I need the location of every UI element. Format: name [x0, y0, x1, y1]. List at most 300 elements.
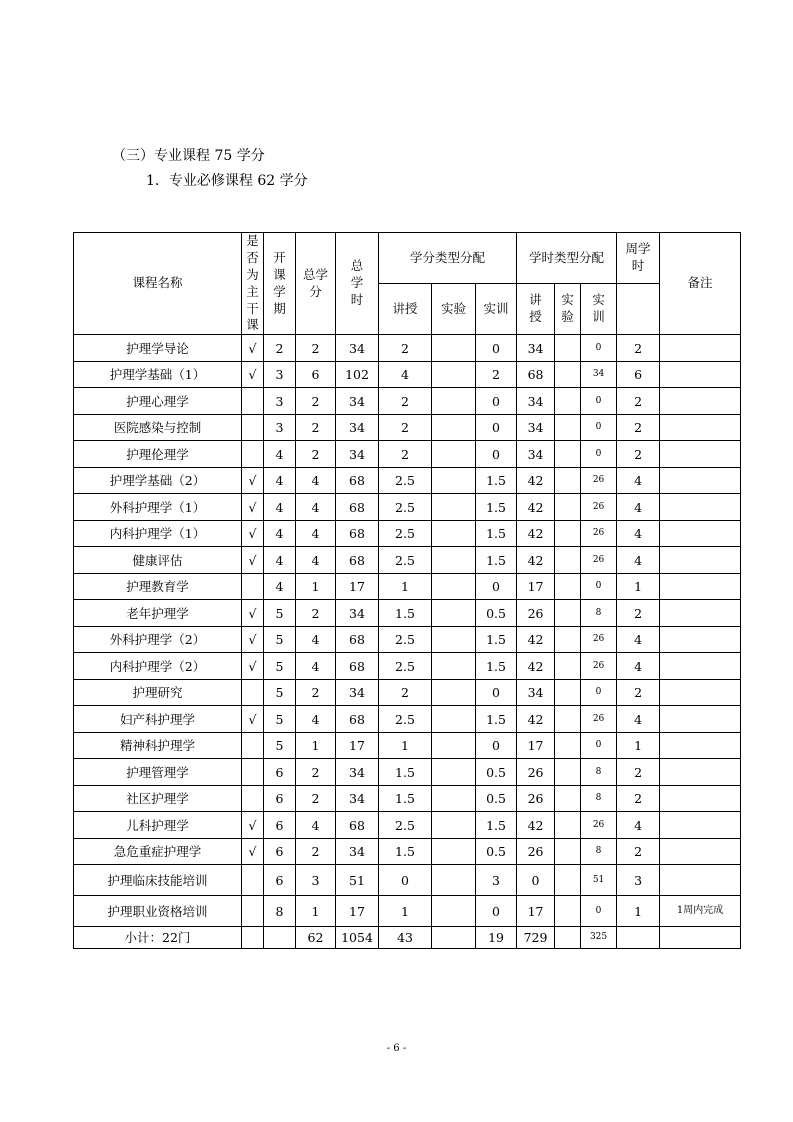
- header-credit-lab: 实验: [432, 284, 476, 335]
- total-hours: 68: [336, 626, 379, 653]
- credit-practice: 1.5: [476, 520, 517, 547]
- total-credits: 1: [296, 896, 336, 927]
- hour-lab: [555, 361, 581, 388]
- total-hours: 34: [336, 600, 379, 627]
- credit-lab: [432, 361, 476, 388]
- main-course-mark: √: [242, 600, 264, 627]
- total-credits: 1: [296, 732, 336, 759]
- remarks-cell: 1周内完成: [660, 896, 741, 927]
- course-name: 儿科护理学: [74, 812, 242, 839]
- credit-lecture: 2: [379, 679, 432, 706]
- main-course-mark: √: [242, 335, 264, 362]
- credit-practice: 1.5: [476, 626, 517, 653]
- remarks-cell: [660, 335, 741, 362]
- hour-lab: [555, 600, 581, 627]
- hour-lecture: 42: [517, 547, 555, 574]
- table-row: [74, 838, 741, 865]
- table-row: [74, 759, 741, 786]
- course-name: 健康评估: [74, 547, 242, 574]
- course-name: 急危重症护理学: [74, 838, 242, 865]
- hour-practice: 8: [581, 838, 617, 865]
- hour-practice: 325: [581, 927, 617, 949]
- credit-lecture: 2.5: [379, 494, 432, 521]
- table-row: [74, 414, 741, 441]
- hour-lab: [555, 679, 581, 706]
- total-credits: 2: [296, 600, 336, 627]
- hour-lecture: 17: [517, 896, 555, 927]
- total-credits: 3: [296, 865, 336, 896]
- table-row: [74, 812, 741, 839]
- hour-lab: [555, 414, 581, 441]
- remarks-cell: [660, 653, 741, 680]
- hour-lecture: 42: [517, 520, 555, 547]
- total-hours: 51: [336, 865, 379, 896]
- hour-practice: 0: [581, 335, 617, 362]
- total-hours: 1054: [336, 927, 379, 949]
- credit-practice: 0: [476, 732, 517, 759]
- weekly-hours: 4: [617, 812, 660, 839]
- hour-lecture: 42: [517, 706, 555, 733]
- subsection-heading: 1．专业必修课程 62 学分: [146, 173, 308, 189]
- hour-lab: [555, 467, 581, 494]
- hour-practice: 26: [581, 520, 617, 547]
- total-hours: 34: [336, 388, 379, 415]
- total-credits: 2: [296, 335, 336, 362]
- main-course-mark: √: [242, 467, 264, 494]
- semester: 4: [264, 520, 296, 547]
- table-row: [74, 679, 741, 706]
- main-course-mark: [242, 388, 264, 415]
- remarks-cell: [660, 467, 741, 494]
- credit-lab: [432, 679, 476, 706]
- main-course-mark: √: [242, 653, 264, 680]
- semester: 4: [264, 494, 296, 521]
- course-name: 护理学基础（2）: [74, 467, 242, 494]
- credit-lecture: 2.5: [379, 653, 432, 680]
- course-name: 妇产科护理学: [74, 706, 242, 733]
- main-course-mark: [242, 759, 264, 786]
- header-hour-lab: 实 验: [555, 284, 581, 335]
- credit-lab: [432, 547, 476, 574]
- header-credit-lecture: 讲授: [379, 284, 432, 335]
- semester: 4: [264, 467, 296, 494]
- course-name: 社区护理学: [74, 785, 242, 812]
- credit-practice: 0: [476, 414, 517, 441]
- total-credits: 2: [296, 785, 336, 812]
- total-row: [74, 927, 741, 949]
- course-table: [73, 232, 741, 949]
- credit-lab: [432, 441, 476, 468]
- hour-practice: 34: [581, 361, 617, 388]
- course-name: 护理学基础（1）: [74, 361, 242, 388]
- total-credits: 4: [296, 626, 336, 653]
- hour-practice: 26: [581, 547, 617, 574]
- semester: 3: [264, 361, 296, 388]
- header-course-name: 课程名称: [74, 233, 242, 335]
- hour-lecture: 42: [517, 653, 555, 680]
- total-hours: 34: [336, 679, 379, 706]
- semester: 5: [264, 600, 296, 627]
- hour-lecture: 42: [517, 626, 555, 653]
- main-course-mark: [242, 732, 264, 759]
- hour-practice: 0: [581, 414, 617, 441]
- weekly-hours: 2: [617, 414, 660, 441]
- hour-practice: 0: [581, 732, 617, 759]
- credit-lab: [432, 335, 476, 362]
- credit-lab: [432, 759, 476, 786]
- hour-lab: [555, 759, 581, 786]
- hour-practice: 0: [581, 388, 617, 415]
- course-name: 护理管理学: [74, 759, 242, 786]
- hour-lecture: 42: [517, 494, 555, 521]
- total-hours: 17: [336, 896, 379, 927]
- total-hours: 34: [336, 335, 379, 362]
- weekly-hours: 2: [617, 785, 660, 812]
- weekly-hours: 2: [617, 600, 660, 627]
- table-row: [74, 547, 741, 574]
- remarks-cell: [660, 679, 741, 706]
- credit-practice: 1.5: [476, 547, 517, 574]
- course-name: 外科护理学（1）: [74, 494, 242, 521]
- header-remarks: 备注: [660, 233, 741, 335]
- hour-practice: 0: [581, 679, 617, 706]
- course-name: 护理学导论: [74, 335, 242, 362]
- credit-practice: 1.5: [476, 706, 517, 733]
- remarks-cell: [660, 732, 741, 759]
- credit-practice: 2: [476, 361, 517, 388]
- hour-lecture: 17: [517, 732, 555, 759]
- remarks-cell: [660, 812, 741, 839]
- weekly-hours: 4: [617, 706, 660, 733]
- total-credits: 2: [296, 388, 336, 415]
- hour-lab: [555, 573, 581, 600]
- course-name: 内科护理学（1）: [74, 520, 242, 547]
- semester: 3: [264, 414, 296, 441]
- weekly-hours: 4: [617, 547, 660, 574]
- course-name: 护理职业资格培训: [74, 896, 242, 927]
- header-hour-lecture: 讲 授: [517, 284, 555, 335]
- main-course-mark: √: [242, 494, 264, 521]
- header-semester: 开 课 学 期: [264, 233, 296, 335]
- hour-practice: 26: [581, 494, 617, 521]
- remarks-cell: [660, 927, 741, 949]
- credit-practice: 0.5: [476, 838, 517, 865]
- credit-practice: 0.5: [476, 785, 517, 812]
- hour-lecture: 17: [517, 573, 555, 600]
- hour-lab: [555, 785, 581, 812]
- credit-practice: 1.5: [476, 653, 517, 680]
- table-row: [74, 361, 741, 388]
- credit-lecture: 2: [379, 388, 432, 415]
- hour-lab: [555, 865, 581, 896]
- course-name: 护理伦理学: [74, 441, 242, 468]
- header-hour-type: 学时类型分配: [517, 233, 617, 284]
- total-credits: 2: [296, 838, 336, 865]
- credit-practice: 1.5: [476, 812, 517, 839]
- hour-lecture: 729: [517, 927, 555, 949]
- total-credits: 4: [296, 520, 336, 547]
- table-row: [74, 441, 741, 468]
- semester: 4: [264, 573, 296, 600]
- credit-practice: 3: [476, 865, 517, 896]
- weekly-hours: 2: [617, 759, 660, 786]
- hour-lab: [555, 388, 581, 415]
- credit-lab: [432, 626, 476, 653]
- total-hours: 68: [336, 547, 379, 574]
- table-row: [74, 653, 741, 680]
- hour-lab: [555, 838, 581, 865]
- table-row: [74, 706, 741, 733]
- main-course-mark: [242, 896, 264, 927]
- table-row: [74, 896, 741, 927]
- weekly-hours: 3: [617, 865, 660, 896]
- table-row: [74, 732, 741, 759]
- semester: 5: [264, 653, 296, 680]
- weekly-hours: 1: [617, 573, 660, 600]
- total-credits: 4: [296, 467, 336, 494]
- table-row: [74, 865, 741, 896]
- hour-lecture: 68: [517, 361, 555, 388]
- total-hours: 34: [336, 838, 379, 865]
- credit-lecture: 1.5: [379, 759, 432, 786]
- total-credits: 6: [296, 361, 336, 388]
- table-row: [74, 573, 741, 600]
- total-hours: 68: [336, 520, 379, 547]
- credit-lecture: 1: [379, 573, 432, 600]
- credit-lab: [432, 927, 476, 949]
- remarks-cell: [660, 547, 741, 574]
- weekly-hours: 4: [617, 626, 660, 653]
- weekly-hours: 1: [617, 896, 660, 927]
- hour-practice: 0: [581, 896, 617, 927]
- table-body: [74, 335, 741, 949]
- hour-lecture: 26: [517, 838, 555, 865]
- main-course-mark: [242, 865, 264, 896]
- credit-lecture: 1.5: [379, 838, 432, 865]
- header-credit-type: 学分类型分配: [379, 233, 517, 284]
- hour-lab: [555, 896, 581, 927]
- credit-lecture: 1: [379, 896, 432, 927]
- course-name: 小计：22门: [74, 927, 242, 949]
- credit-practice: 0: [476, 388, 517, 415]
- semester: 5: [264, 679, 296, 706]
- hour-lecture: 42: [517, 812, 555, 839]
- total-credits: 1: [296, 573, 336, 600]
- hour-practice: 0: [581, 441, 617, 468]
- weekly-hours: 2: [617, 679, 660, 706]
- credit-lab: [432, 706, 476, 733]
- total-credits: 4: [296, 812, 336, 839]
- credit-lab: [432, 573, 476, 600]
- credit-practice: 0: [476, 896, 517, 927]
- hour-lab: [555, 706, 581, 733]
- remarks-cell: [660, 441, 741, 468]
- credit-practice: 0: [476, 335, 517, 362]
- credit-practice: 0.5: [476, 600, 517, 627]
- total-hours: 68: [336, 706, 379, 733]
- course-name: 护理心理学: [74, 388, 242, 415]
- credit-lecture: 2.5: [379, 467, 432, 494]
- hour-lab: [555, 494, 581, 521]
- hour-lecture: 34: [517, 441, 555, 468]
- semester: 6: [264, 865, 296, 896]
- course-name: 老年护理学: [74, 600, 242, 627]
- credit-lecture: 43: [379, 927, 432, 949]
- credit-practice: 0.5: [476, 759, 517, 786]
- main-course-mark: [242, 441, 264, 468]
- remarks-cell: [660, 838, 741, 865]
- credit-lecture: 1.5: [379, 600, 432, 627]
- header-is-main: 是 否 为 主 干 课: [242, 233, 264, 335]
- weekly-hours: 4: [617, 653, 660, 680]
- total-credits: 4: [296, 653, 336, 680]
- credit-practice: 1.5: [476, 494, 517, 521]
- remarks-cell: [660, 759, 741, 786]
- semester: 8: [264, 896, 296, 927]
- credit-lecture: 2.5: [379, 812, 432, 839]
- main-course-mark: √: [242, 706, 264, 733]
- remarks-cell: [660, 865, 741, 896]
- remarks-cell: [660, 785, 741, 812]
- table-row: [74, 335, 741, 362]
- total-hours: 34: [336, 785, 379, 812]
- course-name: 内科护理学（2）: [74, 653, 242, 680]
- hour-lab: [555, 653, 581, 680]
- remarks-cell: [660, 388, 741, 415]
- semester: 4: [264, 441, 296, 468]
- credit-lecture: 4: [379, 361, 432, 388]
- credit-lab: [432, 865, 476, 896]
- semester: 6: [264, 785, 296, 812]
- main-course-mark: √: [242, 547, 264, 574]
- hour-lecture: 34: [517, 414, 555, 441]
- course-name: 护理研究: [74, 679, 242, 706]
- header-credit-practice: 实训: [476, 284, 517, 335]
- credit-lecture: 2: [379, 335, 432, 362]
- remarks-cell: [660, 573, 741, 600]
- weekly-hours: 2: [617, 838, 660, 865]
- page-number: - 6 -: [386, 1043, 407, 1054]
- hour-lecture: 26: [517, 759, 555, 786]
- credit-lab: [432, 653, 476, 680]
- hour-practice: 51: [581, 865, 617, 896]
- credit-lecture: 2.5: [379, 547, 432, 574]
- header-total-hours: 总 学 时: [336, 233, 379, 335]
- remarks-cell: [660, 626, 741, 653]
- weekly-hours: 2: [617, 441, 660, 468]
- weekly-hours: 6: [617, 361, 660, 388]
- credit-practice: 0: [476, 441, 517, 468]
- remarks-cell: [660, 494, 741, 521]
- total-credits: 4: [296, 547, 336, 574]
- total-hours: 34: [336, 414, 379, 441]
- semester: 6: [264, 759, 296, 786]
- table-row: [74, 388, 741, 415]
- main-course-mark: √: [242, 626, 264, 653]
- credit-lab: [432, 896, 476, 927]
- credit-lecture: 2: [379, 414, 432, 441]
- table-row: [74, 626, 741, 653]
- main-course-mark: [242, 785, 264, 812]
- hour-practice: 0: [581, 573, 617, 600]
- semester: 3: [264, 388, 296, 415]
- table-header: [74, 233, 741, 335]
- header-hour-practice: 实 训: [581, 284, 617, 335]
- credit-lab: [432, 520, 476, 547]
- total-credits: 4: [296, 494, 336, 521]
- remarks-cell: [660, 414, 741, 441]
- weekly-hours: [617, 927, 660, 949]
- total-hours: 68: [336, 494, 379, 521]
- main-course-mark: [242, 573, 264, 600]
- hour-lab: [555, 732, 581, 759]
- hour-lecture: 0: [517, 865, 555, 896]
- header-total-credits: 总学 分: [296, 233, 336, 335]
- weekly-hours: 4: [617, 520, 660, 547]
- hour-lab: [555, 927, 581, 949]
- credit-lecture: 2: [379, 441, 432, 468]
- total-hours: 68: [336, 653, 379, 680]
- hour-practice: 8: [581, 785, 617, 812]
- header-weekly-hours-blank: [617, 284, 660, 335]
- hour-lecture: 26: [517, 600, 555, 627]
- hour-lecture: 34: [517, 679, 555, 706]
- course-name: 医院感染与控制: [74, 414, 242, 441]
- semester: 5: [264, 732, 296, 759]
- semester: 6: [264, 812, 296, 839]
- credit-lab: [432, 414, 476, 441]
- hour-lab: [555, 520, 581, 547]
- main-course-mark: [242, 927, 264, 949]
- semester: 5: [264, 626, 296, 653]
- remarks-cell: [660, 706, 741, 733]
- credit-lab: [432, 467, 476, 494]
- hour-lecture: 34: [517, 335, 555, 362]
- total-credits: 4: [296, 706, 336, 733]
- credit-lecture: 2.5: [379, 626, 432, 653]
- hour-lecture: 34: [517, 388, 555, 415]
- main-course-mark: √: [242, 520, 264, 547]
- hour-practice: 26: [581, 626, 617, 653]
- course-name: 精神科护理学: [74, 732, 242, 759]
- total-credits: 2: [296, 759, 336, 786]
- table-row: [74, 600, 741, 627]
- total-credits: 62: [296, 927, 336, 949]
- weekly-hours: 4: [617, 467, 660, 494]
- credit-lecture: 0: [379, 865, 432, 896]
- table-row: [74, 520, 741, 547]
- credit-lab: [432, 785, 476, 812]
- credit-lab: [432, 600, 476, 627]
- hour-lab: [555, 335, 581, 362]
- credit-lab: [432, 494, 476, 521]
- course-name: 护理教育学: [74, 573, 242, 600]
- remarks-cell: [660, 520, 741, 547]
- credit-lab: [432, 388, 476, 415]
- semester: 4: [264, 547, 296, 574]
- semester: 6: [264, 838, 296, 865]
- credit-lecture: 1: [379, 732, 432, 759]
- main-course-mark: [242, 414, 264, 441]
- total-credits: 2: [296, 679, 336, 706]
- main-course-mark: √: [242, 838, 264, 865]
- credit-practice: 0: [476, 679, 517, 706]
- table-row: [74, 785, 741, 812]
- course-name: 护理临床技能培训: [74, 865, 242, 896]
- remarks-cell: [660, 600, 741, 627]
- credit-lab: [432, 812, 476, 839]
- total-hours: 34: [336, 441, 379, 468]
